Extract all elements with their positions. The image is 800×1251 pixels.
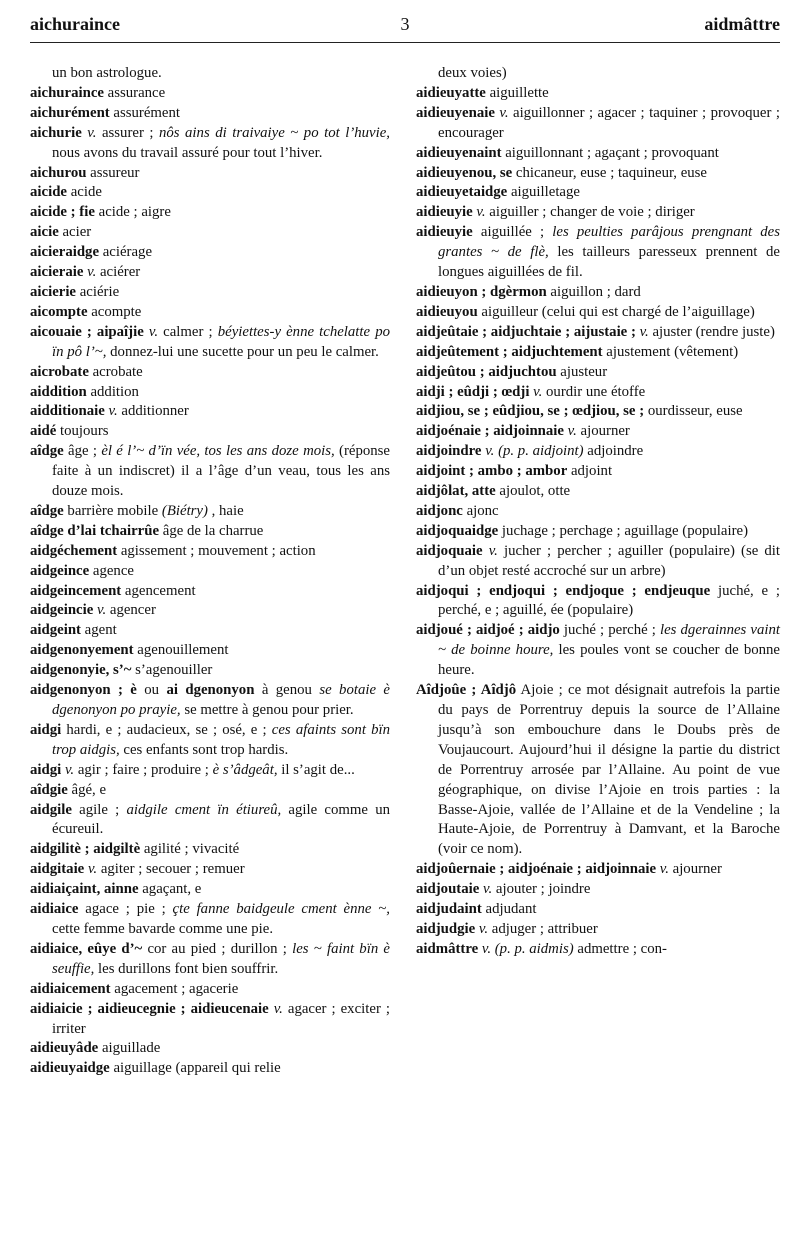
dictionary-entry (30, 621, 390, 641)
definition-text: aiguillage (appareil qui relie (109, 1060, 281, 1077)
definition-text: agencement (121, 582, 196, 599)
dictionary-entry (30, 422, 390, 442)
definition-text: donnez-lui une sucette pour un peu le calmer. (106, 343, 379, 360)
definition-text: les tailleurs paresseux prennent de longues aiguillées de fil. (438, 244, 780, 281)
headword: aidjôlat, atte (416, 483, 496, 500)
headword: aidiaiçaint, ainne (30, 881, 139, 898)
definition-text: calmer ; (158, 323, 218, 340)
headword: aicrobate (30, 363, 89, 380)
header-first-word: aichuraince (30, 14, 120, 34)
definition-text: additionner (117, 403, 189, 420)
dictionary-entry (416, 183, 780, 203)
headword: aicieraidge (30, 244, 100, 261)
definition-text: aciérie (76, 283, 120, 300)
headword: aidgitaie (30, 861, 85, 878)
headword: aidieuyou (416, 303, 478, 320)
headword: aidmâttre (416, 940, 479, 957)
definition-text: agenouillement (133, 642, 229, 659)
definition-text: cor au pied ; durillon ; (142, 940, 293, 957)
dictionary-entry (416, 323, 780, 343)
definition-text: aciérer (96, 264, 141, 281)
grammar-label: v. (475, 920, 489, 937)
definition-text: agilité ; vivacité (140, 841, 240, 858)
dictionary-entry (30, 1059, 390, 1079)
headword: aidé (30, 423, 57, 440)
dictionary-entry (416, 223, 780, 283)
dictionary-entry (30, 383, 390, 403)
dictionary-entry (30, 442, 390, 502)
definition-text: âge de la charrue (159, 522, 264, 539)
dictionary-entry (416, 402, 780, 422)
dictionary-entry (30, 1000, 390, 1040)
example-phrase: les dgerainnes vaint ~ de boinne houre, (438, 622, 780, 659)
definition-text: un bon astrologue. (52, 65, 162, 81)
dictionary-entry (416, 164, 780, 184)
definition-text: juché, e ; perché, e ; aguillé, ée (populaire) (438, 582, 780, 619)
definition-text: hardi, e ; audacieux, se ; osé, e ; (61, 721, 272, 738)
definition-text: barrière mobile (63, 502, 162, 519)
dictionary-entry (30, 860, 390, 880)
headword: aidieuyenaie (416, 104, 495, 121)
dictionary-entry (416, 860, 780, 880)
example-phrase: è s’âdgeât, (212, 761, 278, 778)
headword: aidjoindre (416, 443, 482, 460)
headword: aidgeincement (30, 582, 122, 599)
definition-text: addition (86, 383, 139, 400)
headword: aidieuyâde (30, 1040, 99, 1057)
definition-text: agacement ; agacerie (110, 980, 239, 997)
dictionary-entry (30, 880, 390, 900)
header-last-word: aidmâttre (704, 14, 780, 34)
entry-continuation (416, 64, 780, 84)
dictionary-entry (416, 442, 780, 462)
dictionary-entry (30, 164, 390, 184)
definition-text: toujours (56, 423, 109, 440)
dictionary-entry (30, 681, 390, 721)
dictionary-entry (416, 303, 780, 323)
dictionary-entry (30, 582, 390, 602)
dictionary-entry (416, 283, 780, 303)
definition-text: jucher ; percher ; aguiller (populaire) (se dit d’un objet resté accroché sur un arbre) (438, 542, 780, 579)
dictionary-entry (416, 681, 780, 860)
definition-text: ajustement (vêtement) (602, 343, 739, 360)
definition-text: agaçant, e (138, 881, 202, 898)
example-phrase: ces afaints sont bïn trop aidgis, (52, 721, 390, 758)
example-phrase: béyiettes-y ènne tchelatte po ïn pô l’~, (52, 323, 390, 360)
dictionary-entry (416, 84, 780, 104)
dictionary-entry (30, 801, 390, 841)
dictionary-entry (30, 840, 390, 860)
definition-text: agace ; pie ; (78, 901, 173, 918)
headword: aichurie (30, 124, 82, 141)
dictionary-entry (416, 502, 780, 522)
definition-text: aiguillée ; (472, 224, 553, 241)
grammar-label: v. (p. p. aidjoint) (481, 443, 584, 460)
headword: aidji ; eûdji ; œdji (416, 383, 530, 400)
dictionary-entry (416, 940, 780, 960)
definition-text: ajoulot, otte (495, 483, 571, 500)
headword: aidjudgie (416, 920, 476, 937)
definition-text: agile comme un écureuil. (52, 801, 390, 838)
headword: aidjeûtement ; aidjuchtement (416, 343, 603, 360)
definition-text: il s’agit de... (277, 761, 355, 778)
definition-text: Ajoie ; ce mot désignait autrefois la partie du pays de Porrentruy depuis la source de l’Allaine jusqu’à son embouchure dans le Doubs près de Voujaucourt. Aujourd’hui il désigne la partie du district de Porrentruy arrosée par l’Allaine. Au point de vue géographique, on divise l’Ajoie en trois parties : la Basse-Ajoie, vallée de l’Allaine et de la Vendeline ; la Haute-Ajoie, de Porrentruy à Damvant, et la Baroche (voir ce nom). (438, 682, 781, 858)
definition-text: ajonc (462, 502, 499, 519)
grammar-label: v. (268, 1000, 283, 1017)
example-phrase: les peulties parâjous prengnant des grantes ~ de flè, (438, 224, 781, 261)
definition-text: deux voies) (438, 65, 507, 81)
dictionary-entry (30, 243, 390, 263)
definition-text: aciérage (99, 244, 153, 261)
grammar-label: v. (104, 403, 118, 420)
dictionary-entry (30, 900, 390, 940)
dictionary-entry (30, 124, 390, 164)
definition-text: assurément (109, 104, 180, 121)
dictionary-entry (416, 582, 780, 622)
headword: aidieuyie (416, 224, 473, 241)
dictionary-entry (416, 203, 780, 223)
headword: Aîdjoûe ; Aîdjô (416, 682, 517, 699)
headword: aidgeince (30, 562, 90, 579)
definition-text: (réponse faite à un indiscret) il a l’âge d’un veau, tous les ans douze mois. (52, 443, 390, 500)
dictionary-entry (30, 761, 390, 781)
dictionary-entry (30, 363, 390, 383)
dictionary-entry (30, 84, 390, 104)
headword: ai dgenonyon (166, 682, 255, 699)
dictionary-entry (416, 920, 780, 940)
dictionary-entry (416, 880, 780, 900)
definition-text: acier (58, 224, 92, 241)
headword: aîdge d’lai tchairrûe (30, 522, 160, 539)
definition-text: agencer (106, 602, 156, 619)
dictionary-entry (416, 621, 780, 681)
headword: aicieraie (30, 264, 84, 281)
grammar-label: v. (563, 423, 577, 440)
definition-text: aiguiller ; changer de voie ; diriger (485, 204, 695, 221)
dictionary-entry (30, 104, 390, 124)
grammar-label: v. (81, 124, 97, 141)
dictionary-entry (416, 104, 780, 144)
headword: aidjoquaie (416, 542, 483, 559)
headword: aîdge (30, 502, 64, 519)
headword: aidgile (30, 801, 72, 818)
grammar-label: v. (84, 861, 98, 878)
definition-text: agent (80, 622, 117, 639)
definition-text: juché ; perché ; (559, 622, 660, 639)
grammar-label: v. (656, 861, 669, 878)
dictionary-entry (30, 223, 390, 243)
headword: aidiaice, eûye d’~ (30, 940, 143, 957)
example-phrase: les ~ faint bïn è seuffie, (52, 940, 390, 977)
definition-text: agile ; (71, 801, 127, 818)
definition-text: ajusteur (556, 363, 608, 380)
definition-text: chicaneur, euse ; taquineur, euse (512, 164, 707, 181)
dictionary-entry (30, 263, 390, 283)
definition-text: assurance (103, 84, 166, 101)
headword: aidgi (30, 761, 62, 778)
headword: aidiaicie ; aidieucegnie ; aidieucenaie (30, 1000, 269, 1017)
definition-text: aiguilleur (celui qui est chargé de l’aiguillage) (477, 303, 755, 320)
dictionary-entry (30, 522, 390, 542)
dictionary-entry (30, 183, 390, 203)
definition-text: nous avons du travail assuré pour tout l’hiver. (52, 144, 323, 161)
headword: aidditionaie (30, 403, 105, 420)
dictionary-entry (416, 343, 780, 363)
definition-text: assureur (86, 164, 140, 181)
headword: aidjoénaie ; aidjoinnaie (416, 423, 564, 440)
headword: aichurément (30, 104, 110, 121)
grammar-label: v. (93, 602, 107, 619)
headword: aidjoué ; aidjoé ; aidjo (416, 622, 560, 639)
headword: aidjoint ; ambo ; ambor (416, 463, 568, 480)
definition-text: aiguillade (98, 1040, 161, 1057)
headword: aidieuyatte (416, 84, 486, 101)
headword: aidieuyenou, se (416, 164, 513, 181)
dictionary-entry (416, 522, 780, 542)
definition-text: aiguillonner ; agacer ; taquiner ; provoquer ; encourager (438, 104, 780, 141)
definition-text: acompte (87, 303, 142, 320)
grammar-label: v. (472, 204, 486, 221)
headword: aîdge (30, 443, 64, 460)
headword: aidiaicement (30, 980, 111, 997)
headword: aicide (30, 184, 67, 201)
headword: aidjiou, se ; eûdjiou, se ; œdjiou, se ; (416, 403, 645, 420)
dictionary-entry (416, 462, 780, 482)
grammar-label: v. (61, 761, 75, 778)
definition-text: les durillons font bien souffrir. (94, 960, 279, 977)
page-header (30, 14, 780, 40)
dictionary-entry (30, 502, 390, 522)
dictionary-entry (30, 661, 390, 681)
grammar-label: v. (143, 323, 159, 340)
headword: aicierie (30, 283, 77, 300)
headword: aiddition (30, 383, 87, 400)
headword: aidgeint (30, 622, 81, 639)
dictionary-entry (416, 482, 780, 502)
definition-text: ajouter ; joindre (492, 881, 591, 898)
definition-text: adjoint (567, 463, 613, 480)
dictionary-entry (30, 980, 390, 1000)
dictionary-entry (30, 542, 390, 562)
headword: aidjeûtaie ; aidjuchtaie ; aijustaie ; (416, 323, 636, 340)
definition-text: adjoindre (583, 443, 644, 460)
grammar-label: (Biétry) (161, 502, 208, 519)
headword: aicie (30, 224, 59, 241)
dictionary-entry (30, 1039, 390, 1059)
definition-text: âge ; (63, 443, 102, 460)
headword: aidjudaint (416, 901, 482, 918)
headword: aidgenonyie, s’~ (30, 662, 132, 679)
headword: aichuraince (30, 84, 104, 101)
headword: aidieuyaidge (30, 1060, 110, 1077)
dictionary-entry (30, 203, 390, 223)
grammar-label: v. (529, 383, 543, 400)
dictionary-entry (416, 542, 780, 582)
headword: aîdgie (30, 781, 68, 798)
definition-text: cette femme bavarde comme une pie. (52, 920, 274, 937)
definition-text: agiter ; secouer ; remuer (97, 861, 245, 878)
example-phrase: aidgile cment ïn étiureû, (126, 801, 282, 818)
headword: aidieuyon ; dgèrmon (416, 283, 547, 300)
definition-text: agir ; faire ; produire ; (74, 761, 213, 778)
headword: aidjonc (416, 502, 463, 519)
definition-text: aiguillonnant ; agaçant ; provoquant (501, 144, 719, 161)
definition-text: assurer ; (96, 124, 159, 141)
definition-text: les poules vont se coucher de bonne heure. (438, 642, 780, 679)
definition-text: ajourner (576, 423, 630, 440)
definition-text: acide ; aigre (94, 204, 171, 221)
dictionary-entry (416, 422, 780, 442)
headword: aidieuyetaidge (416, 184, 508, 201)
dictionary-entry (30, 940, 390, 980)
dictionary-entry (30, 303, 390, 323)
headword: aidjoquaidge (416, 522, 499, 539)
headword: aidgenonyement (30, 642, 134, 659)
definition-text: ces enfants sont trop hardis. (119, 741, 289, 758)
dictionary-entry (30, 283, 390, 303)
example-phrase: se botaie è dgenonyon po prayie, (52, 682, 391, 718)
left-column (30, 64, 390, 1079)
dictionary-entry (416, 900, 780, 920)
page-number: 3 (400, 14, 410, 34)
headword: aicouaie ; aipaîjie (30, 323, 144, 340)
grammar-label: v. (494, 104, 509, 121)
definition-text: juchage ; perchage ; aguillage (populaire) (498, 522, 749, 539)
dictionary-entry (30, 721, 390, 761)
grammar-label: v. (83, 264, 97, 281)
definition-text: aiguilletage (507, 184, 580, 201)
example-phrase: èl é l’~ d’ïn vée, tos les ans doze mois, (101, 443, 335, 460)
headword: aicompte (30, 303, 88, 320)
definition-text: adjudant (481, 901, 537, 918)
example-phrase: çte fanne baidgeule cment ènne ~, (172, 901, 390, 918)
example-phrase: nôs ains di traivaiye ~ po tot l’huvie, (158, 124, 390, 141)
definition-text: admettre ; con- (573, 940, 667, 957)
definition-text: agissement ; mouvement ; action (117, 542, 316, 559)
headword: aicide ; fie (30, 204, 95, 221)
definition-text: , haie (207, 502, 244, 519)
headword: aidiaice (30, 901, 79, 918)
headword: aidjoutaie (416, 881, 480, 898)
definition-text: acrobate (88, 363, 143, 380)
definition-text: à genou (254, 682, 320, 699)
grammar-label: v. (p. p. aidmis) (478, 940, 574, 957)
right-column (416, 64, 780, 960)
definition-text: agence (89, 562, 134, 579)
headword: aichurou (30, 164, 87, 181)
definition-text: s’agenouiller (131, 662, 213, 679)
dictionary-entry (30, 781, 390, 801)
definition-text: aiguillon ; dard (546, 283, 641, 300)
entry-continuation (30, 64, 390, 84)
dictionary-entry (416, 383, 780, 403)
dictionary-entry (30, 323, 390, 363)
dictionary-entry (416, 144, 780, 164)
headword: aidieuyenaint (416, 144, 502, 161)
definition-text: ajuster (rendre juste) (648, 323, 775, 340)
definition-text: agacer ; exciter ; irriter (52, 1000, 390, 1037)
definition-text: adjuger ; attribuer (488, 920, 598, 937)
definition-text: ourdir une étoffe (542, 383, 646, 400)
headword: aidjoûernaie ; aidjoénaie ; aidjoinnaie (416, 861, 657, 878)
headword: aidjoqui ; endjoqui ; endjoque ; endjeuque (416, 582, 711, 599)
headword: aidjeûtou ; aidjuchtou (416, 363, 557, 380)
headword: aidgi (30, 721, 62, 738)
definition-text: ajourner (668, 861, 722, 878)
dictionary-entry (30, 402, 390, 422)
dictionary-entry (416, 363, 780, 383)
definition-text: ou (136, 682, 167, 699)
definition-text: acide (67, 184, 102, 201)
definition-text: aiguillette (485, 84, 549, 101)
definition-text: se mettre à genou pour prier. (180, 702, 354, 718)
dictionary-entry (30, 562, 390, 582)
grammar-label: v. (479, 881, 493, 898)
headword: aidieuyie (416, 204, 473, 221)
headword: aidgilitè ; aidgiltè (30, 841, 141, 858)
grammar-label: v. (635, 323, 649, 340)
definition-text: ourdisseur, euse (644, 403, 743, 420)
dictionary-entry (30, 601, 390, 621)
headword: aidgeincie (30, 602, 94, 619)
dictionary-entry (30, 641, 390, 661)
header-rule (30, 42, 780, 43)
grammar-label: v. (482, 542, 498, 559)
definition-text: âgé, e (67, 781, 107, 798)
headword: aidgéchement (30, 542, 118, 559)
headword: aidgenonyon ; è (30, 682, 137, 699)
